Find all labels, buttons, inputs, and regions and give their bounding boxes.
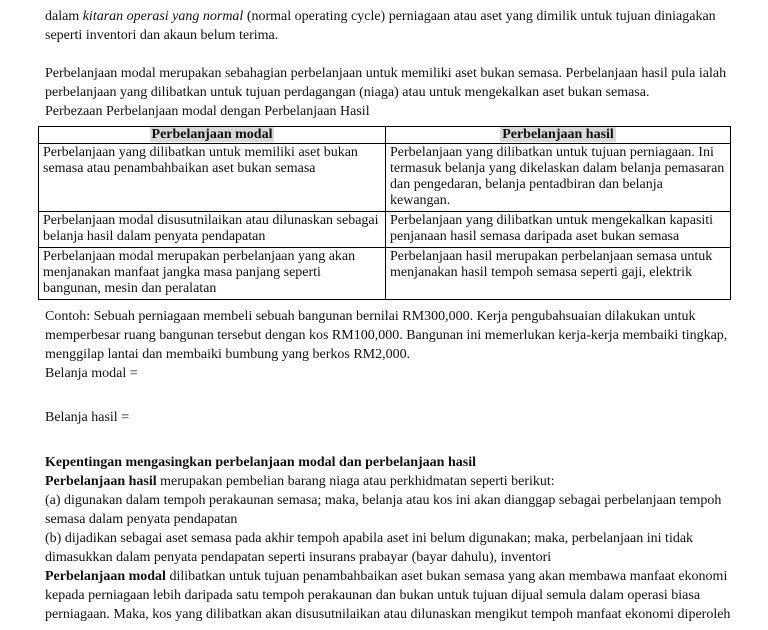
intro-line-1: dalam kitaran operasi yang normal (normal operating cycle) perniagaan atau aset yang dimilik untuk tujuan diniagakan (45, 9, 716, 24)
intro-line-2: seperti inventori dan akaun belum terima. (45, 28, 279, 43)
cell-hasil: Perbelanjaan yang dilibatkan untuk tujuan perniagaan. Ini termasuk belanja yang dikelaskan dalam belanja pemasaran dan pengedaran, belanja pentadbiran dan belanja kewangan. (386, 144, 731, 212)
intro-paragraph (45, 0, 735, 45)
cell-hasil: Perbelanjaan yang dilibatkan untuk mengekalkan kapasiti penjanaan hasil semasa daripada aset bukan semasa (386, 212, 731, 248)
importance-heading: Kepentingan mengasingkan perbelanjaan modal dan perbelanjaan hasil (45, 455, 476, 470)
cell-modal: Perbelanjaan modal merupakan perbelanjaan yang akan menjanakan manfaat jangka masa panjang seperti bangunan, mesin dan peralatan (39, 248, 386, 300)
table-header-row (39, 127, 731, 144)
cell-hasil: Perbelanjaan hasil merupakan perbelanjaan semasa untuk menjanakan hasil tempoh semasa seperti gaji, elektrik (386, 248, 731, 300)
header-modal: Perbelanjaan modal (39, 127, 386, 144)
modal-definition-line-2: kepada perniagaan lebih daripada satu tempoh perakaunan dan bukan untuk tujuan dijual semula dalam operasi biasa (45, 588, 701, 603)
item-b-line-2: dimasukkan dalam penyata pendapatan seperti insurans prabayar (bayar dahulu), inventori (45, 550, 552, 565)
table-row (39, 144, 731, 212)
example-line-3: menggilap lantai dan membaiki bumbung yang berkos RM2,000. (45, 347, 411, 362)
item-a-line-1: (a) digunakan dalam tempoh perakaunan semasa; maka, belanja atau kos ini akan dianggap sebagai perbelanjaan tempoh (45, 493, 722, 508)
example-paragraph (45, 307, 735, 383)
definition-paragraph (45, 64, 735, 121)
cell-modal: Perbelanjaan yang dilibatkan untuk memiliki aset bukan semasa atau penambahbaikan aset bukan semasa (39, 144, 386, 212)
intro-italic-term: kitaran operasi yang normal (82, 9, 244, 24)
hasil-definition: Perbelanjaan hasil merupakan pembelian barang niaga atau perkhidmatan seperti berikut: (45, 474, 555, 489)
belanja-hasil-label: Belanja hasil = (45, 410, 130, 425)
header-hasil: Perbelanjaan hasil (386, 127, 731, 144)
belanja-hasil-block (45, 408, 735, 427)
cell-modal: Perbelanjaan modal disusutnilaikan atau dilunaskan sebagai belanja hasil dalam penyata pendapatan (39, 212, 386, 248)
belanja-modal-label: Belanja modal = (45, 366, 138, 381)
definition-line-2: perbelanjaan yang dilibatkan untuk tujuan perdagangan (niaga) atau untuk mengekalkan aset bukan semasa. (45, 85, 650, 100)
modal-definition-line-3: perniagaan. Maka, kos yang dilibatkan akan disusutnilaikan atau dilunaskan mengikut tempoh manfaat ekonomi diperoleh (45, 607, 731, 622)
intro-line-0 (45, 0, 735, 7)
definition-line-1: Perbelanjaan modal merupakan sebahagian perbelanjaan untuk memiliki aset bukan semasa. Perbelanjaan hasil pula ialah (45, 66, 727, 81)
example-line-2: memperbesar ruang bangunan tersebut dengan kos RM100,000. Bangunan ini memerlukan kerja-kerja membaiki tingkap, (45, 328, 728, 343)
item-a-line-2: semasa dalam penyata pendapatan (45, 512, 238, 527)
table-caption: Perbezaan Perbelanjaan modal dengan Perbelanjaan Hasil (45, 104, 370, 119)
table-row (39, 212, 731, 248)
table-row (39, 248, 731, 300)
example-line-1: Contoh: Sebuah perniagaan membeli sebuah bangunan bernilai RM300,000. Kerja pengubahsuaian dilakukan untuk (45, 309, 696, 324)
modal-definition-line-1: Perbelanjaan modal dilibatkan untuk tujuan penambahbaikan aset bukan semasa yang akan membawa manfaat ekonomi (45, 569, 728, 584)
importance-section (45, 453, 735, 624)
item-b-line-1: (b) dijadikan sebagai aset semasa pada akhir tempoh apabila aset ini belum digunakan; maka, perbelanjaan ini tidak (45, 531, 694, 546)
comparison-table (38, 126, 731, 300)
